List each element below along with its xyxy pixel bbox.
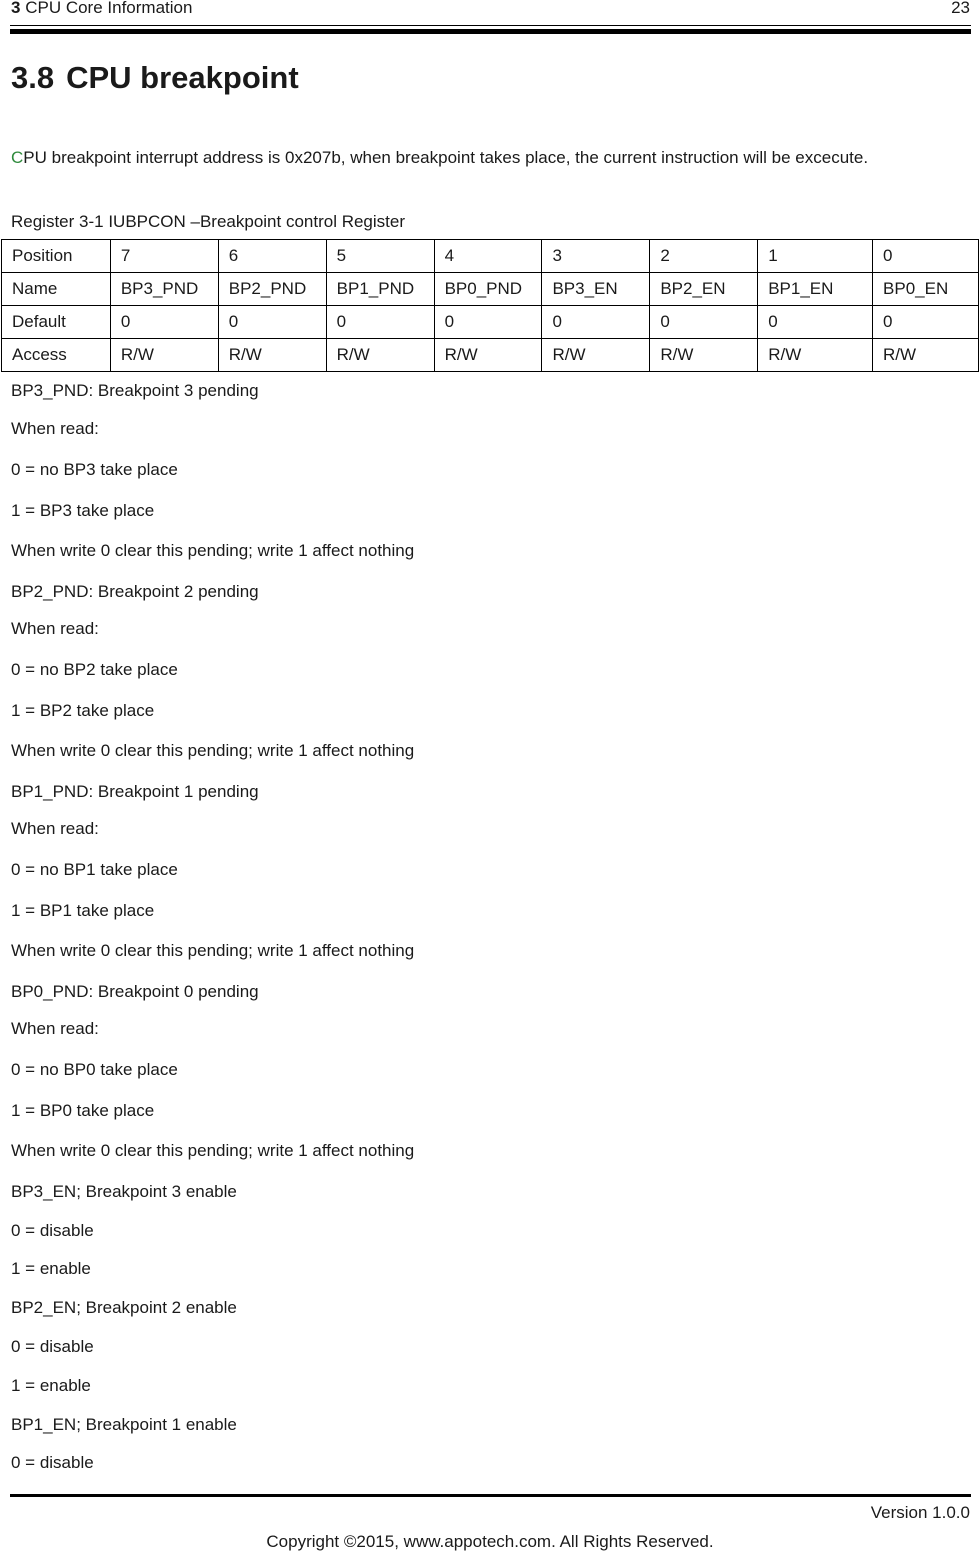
intro-text: PU breakpoint interrupt address is 0x207b, when breakpoint takes place, the current instruction will be excecute. [23,148,869,167]
page-number: 23 [951,0,970,17]
chapter-heading [11,0,192,18]
table-cell: 4 [434,240,542,273]
row-header-cell: Default [2,306,111,339]
table-cell: BP2_PND [218,273,326,306]
register-caption: Register 3-1 IUBPCON –Breakpoint control Register [11,212,405,231]
description-line: BP3_PND: Breakpoint 3 pending [11,381,259,400]
table-cell: 0 [873,240,979,273]
description-line: 1 = enable [11,1376,91,1395]
row-default [2,306,979,339]
description-line: 1 = BP1 take place [11,901,155,920]
row-header-cell: Position [2,240,111,273]
table-cell: 0 [873,306,979,339]
footer-rule [10,1494,971,1497]
description-line: 1 = enable [11,1259,91,1278]
table-cell: 5 [326,240,434,273]
table-cell: BP0_PND [434,273,542,306]
row-name [2,273,979,306]
section-title-text: CPU breakpoint [66,60,299,95]
table-cell: 6 [218,240,326,273]
description-line: 0 = no BP1 take place [11,860,178,879]
table-cell: 0 [326,306,434,339]
table-cell: 0 [650,306,758,339]
description-line: When read: [11,1019,99,1038]
description-line: BP2_EN; Breakpoint 2 enable [11,1298,237,1317]
table-cell: R/W [650,339,758,372]
description-line: 1 = BP2 take place [11,701,155,720]
table-cell: 7 [110,240,218,273]
table-cell: 0 [758,306,873,339]
table-cell: 0 [434,306,542,339]
description-line: 1 = BP0 take place [11,1101,155,1120]
description-line: 1 = BP3 take place [11,501,155,520]
description-line: When read: [11,419,99,438]
description-line: 0 = no BP0 take place [11,1060,178,1079]
table-cell: R/W [110,339,218,372]
description-line: 0 = disable [11,1221,94,1240]
description-line: 0 = no BP3 take place [11,460,178,479]
description-line: 0 = disable [11,1337,94,1356]
table-cell: BP0_EN [873,273,979,306]
row-header-cell: Name [2,273,111,306]
row-access [2,339,979,372]
description-line: BP0_PND: Breakpoint 0 pending [11,982,259,1001]
table-cell: 1 [758,240,873,273]
row-header-cell: Access [2,339,111,372]
description-line: BP1_PND: Breakpoint 1 pending [11,782,259,801]
table-cell: R/W [758,339,873,372]
chapter-number: 3 [11,0,21,17]
copyright-notice: Copyright ©2015, www.appotech.com. All Rights Reserved. [266,1532,714,1551]
description-line: BP3_EN; Breakpoint 3 enable [11,1182,237,1201]
description-line: When write 0 clear this pending; write 1 affect nothing [11,1141,415,1160]
table-cell: BP2_EN [650,273,758,306]
table-cell: 2 [650,240,758,273]
table-cell: 3 [542,240,650,273]
description-line: 0 = no BP2 take place [11,660,178,679]
table-cell: BP3_PND [110,273,218,306]
table-cell: 0 [110,306,218,339]
description-line: When read: [11,619,99,638]
table-cell: R/W [873,339,979,372]
table-cell: BP1_PND [326,273,434,306]
table-cell: R/W [434,339,542,372]
row-position [2,240,979,273]
version-label: Version 1.0.0 [870,1503,970,1522]
description-line: 0 = disable [11,1453,94,1472]
section-number: 3.8 [11,60,55,95]
description-line: When write 0 clear this pending; write 1 affect nothing [11,541,415,560]
table-cell: R/W [326,339,434,372]
description-line: BP2_PND: Breakpoint 2 pending [11,582,259,601]
description-line: When write 0 clear this pending; write 1 affect nothing [11,941,415,960]
description-line: When write 0 clear this pending; write 1 affect nothing [11,741,415,760]
description-line: BP1_EN; Breakpoint 1 enable [11,1415,237,1434]
table-cell: 0 [218,306,326,339]
table-cell: 0 [542,306,650,339]
description-line: When read: [11,819,99,838]
register-table [1,239,979,372]
table-cell: BP3_EN [542,273,650,306]
table-cell: R/W [218,339,326,372]
section-title [11,60,299,96]
table-cell: R/W [542,339,650,372]
intro-first-letter: C [11,148,24,167]
intro-paragraph [11,148,868,168]
chapter-title: CPU Core Information [25,0,193,17]
header-rule-thick [10,29,971,34]
header-rule-thin [10,25,971,26]
table-cell: BP1_EN [758,273,873,306]
